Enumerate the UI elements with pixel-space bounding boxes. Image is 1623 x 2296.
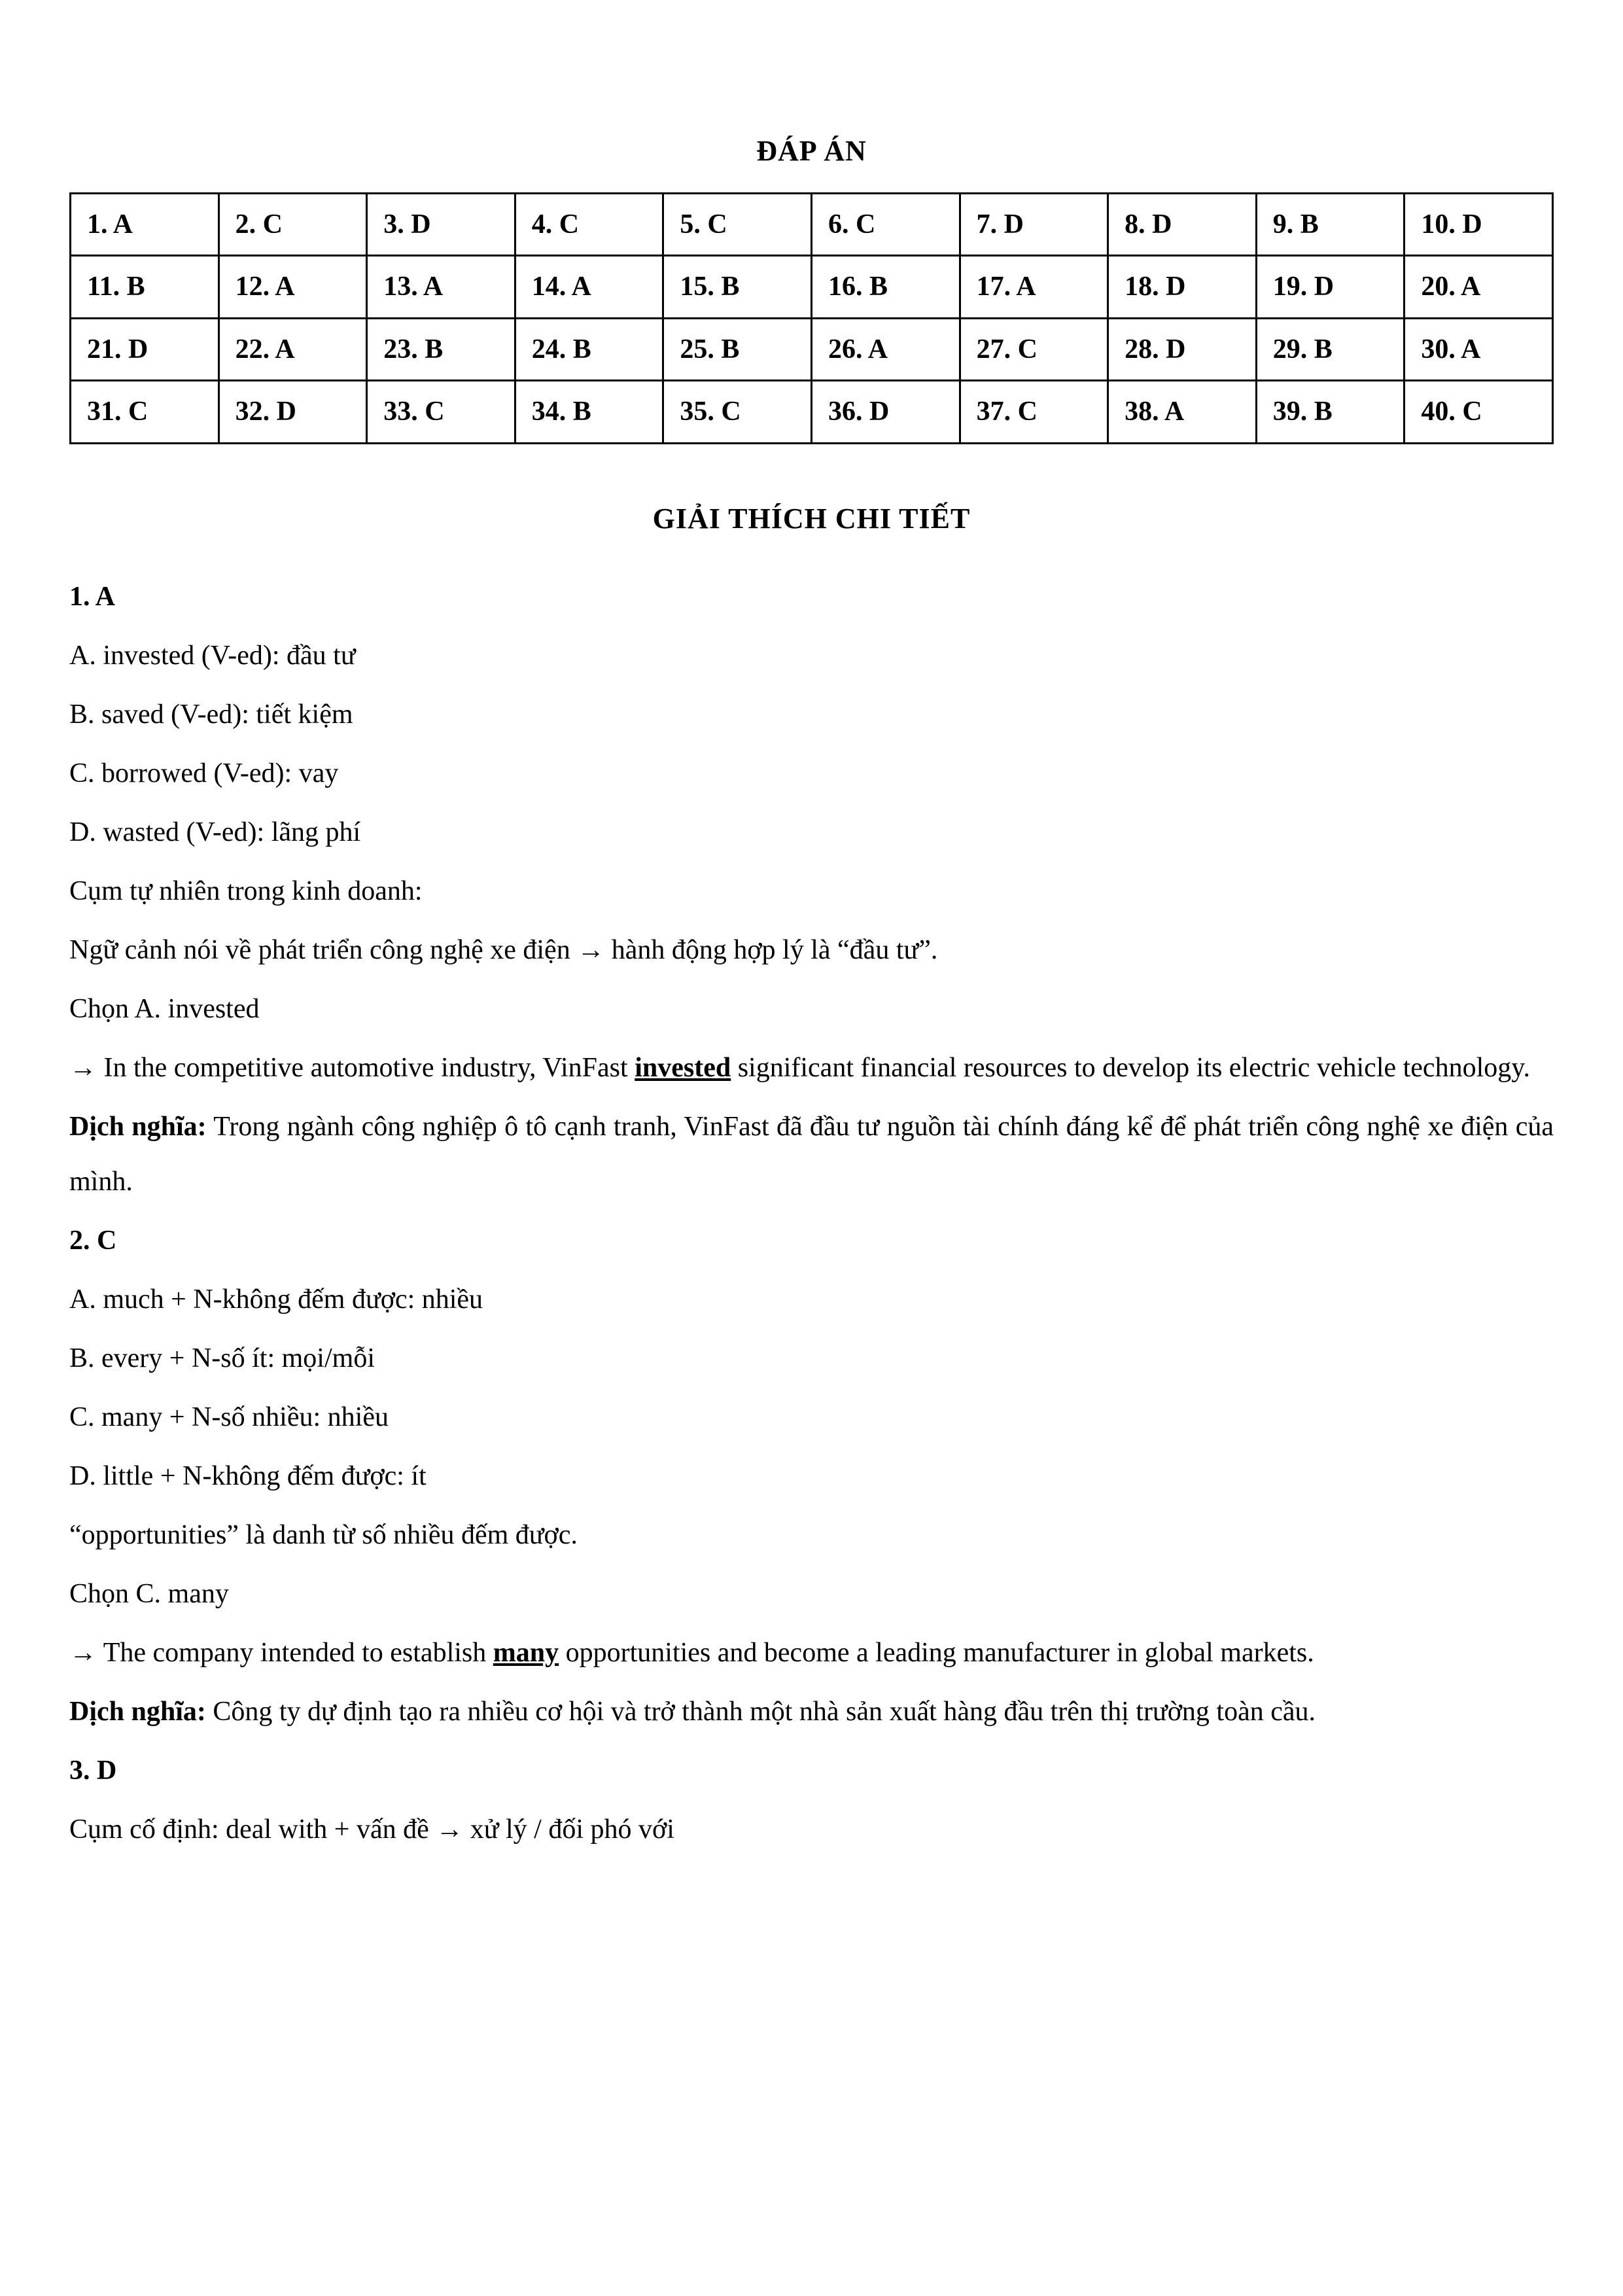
answer-cell: 28. D [1108, 318, 1257, 380]
answer-cell: 8. D [1108, 194, 1257, 256]
answer-cell: 11. B [71, 256, 219, 318]
answer-row-4 [71, 381, 1553, 443]
translation-text: Công ty dự định tạo ra nhiều cơ hội và trở thành một nhà sản xuất hàng đầu trên thị trường toàn cầu. [205, 1696, 1316, 1727]
answer-cell: 4. C [515, 194, 663, 256]
answer-cell: 16. B [811, 256, 960, 318]
explanation-line: “opportunities” là danh từ số nhiều đếm được. [69, 1519, 578, 1550]
answer-cell: 37. C [960, 381, 1108, 443]
answer-cell: 19. D [1256, 256, 1405, 318]
question-number: 1. A [69, 581, 116, 612]
answer-cell: 1. A [71, 194, 219, 256]
answer-cell: 6. C [811, 194, 960, 256]
answer-cell: 18. D [1108, 256, 1257, 318]
answer-cell: 20. A [1405, 256, 1553, 318]
answer-cell: 39. B [1256, 381, 1405, 443]
explanation-section-1 [69, 569, 1554, 1209]
answer-cell: 7. D [960, 194, 1108, 256]
option-line-a: A. invested (V-ed): đầu tư [69, 640, 356, 671]
answer-cell: 32. D [218, 381, 367, 443]
answer-cell: 38. A [1108, 381, 1257, 443]
option-line-a: A. much + N-không đếm được: nhiều [69, 1284, 483, 1315]
explanation-line: Cụm tự nhiên trong kinh doanh: [69, 875, 423, 906]
answer-cell: 5. C [663, 194, 812, 256]
chosen-answer-line: Chọn C. many [69, 1578, 229, 1609]
answer-cell: 36. D [811, 381, 960, 443]
answer-key-title: ĐÁP ÁN [756, 135, 867, 167]
answer-table-body [71, 194, 1553, 444]
answer-row-1 [71, 194, 1553, 256]
answer-cell: 30. A [1405, 318, 1553, 380]
option-line-d: D. little + N-không đếm được: ít [69, 1460, 427, 1491]
answer-cell: 24. B [515, 318, 663, 380]
option-line-b: B. every + N-số ít: mọi/mỗi [69, 1343, 375, 1373]
answer-row-2 [71, 256, 1553, 318]
answer-row-3 [71, 318, 1553, 380]
example-suffix: significant financial resources to develop its electric vehicle technology. [731, 1052, 1531, 1083]
answer-cell: 34. B [515, 381, 663, 443]
answer-cell: 33. C [367, 381, 515, 443]
answer-cell: 23. B [367, 318, 515, 380]
explanation-line: Ngữ cảnh nói về phát triển công nghệ xe điện → hành động hợp lý là “đầu tư”. [69, 934, 938, 965]
example-prefix: → In the competitive automotive industry, VinFast [69, 1052, 635, 1083]
explanation-title: GIẢI THÍCH CHI TIẾT [652, 502, 971, 535]
answer-table [69, 192, 1554, 444]
answer-cell: 31. C [71, 381, 219, 443]
answer-cell: 25. B [663, 318, 812, 380]
answer-cell: 40. C [1405, 381, 1553, 443]
option-line-c: C. borrowed (V-ed): vay [69, 758, 339, 788]
answer-cell: 10. D [1405, 194, 1553, 256]
explanation-section-3 [69, 1743, 1554, 1857]
chosen-answer-line: Chọn A. invested [69, 993, 260, 1024]
example-keyword-underline: many [493, 1637, 559, 1668]
question-number: 2. C [69, 1225, 117, 1256]
answer-cell: 26. A [811, 318, 960, 380]
translation-label: Dịch nghĩa: [69, 1111, 207, 1142]
question-number: 3. D [69, 1755, 117, 1786]
answer-cell: 29. B [1256, 318, 1405, 380]
option-line-b: B. saved (V-ed): tiết kiệm [69, 699, 353, 730]
option-line-c: C. many + N-số nhiều: nhiều [69, 1402, 389, 1432]
example-sentence [69, 1625, 1554, 1680]
answer-cell: 21. D [71, 318, 219, 380]
answer-cell: 14. A [515, 256, 663, 318]
answer-cell: 17. A [960, 256, 1108, 318]
example-sentence [69, 1040, 1554, 1095]
example-prefix: → The company intended to establish [69, 1637, 493, 1668]
answer-cell: 15. B [663, 256, 812, 318]
example-keyword-underline: invested [635, 1052, 731, 1083]
translation-paragraph [69, 1684, 1554, 1739]
answer-cell: 13. A [367, 256, 515, 318]
explanation-line: Cụm cố định: deal with + vấn đề → xử lý / đối phó với [69, 1814, 674, 1845]
answer-cell: 22. A [218, 318, 367, 380]
translation-label: Dịch nghĩa: [69, 1696, 206, 1727]
example-suffix: opportunities and become a leading manufacturer in global markets. [559, 1637, 1314, 1668]
explanation-section-2 [69, 1213, 1554, 1739]
answer-cell: 3. D [367, 194, 515, 256]
answer-cell: 2. C [218, 194, 367, 256]
answer-cell: 9. B [1256, 194, 1405, 256]
answer-cell: 35. C [663, 381, 812, 443]
answer-cell: 27. C [960, 318, 1108, 380]
translation-paragraph [69, 1099, 1554, 1209]
answer-cell: 12. A [218, 256, 367, 318]
option-line-d: D. wasted (V-ed): lãng phí [69, 817, 361, 847]
translation-text: Trong ngành công nghiệp ô tô cạnh tranh, VinFast đã đầu tư nguồn tài chính đáng kể để phát triển công nghệ xe điện của mình. [69, 1111, 1554, 1197]
